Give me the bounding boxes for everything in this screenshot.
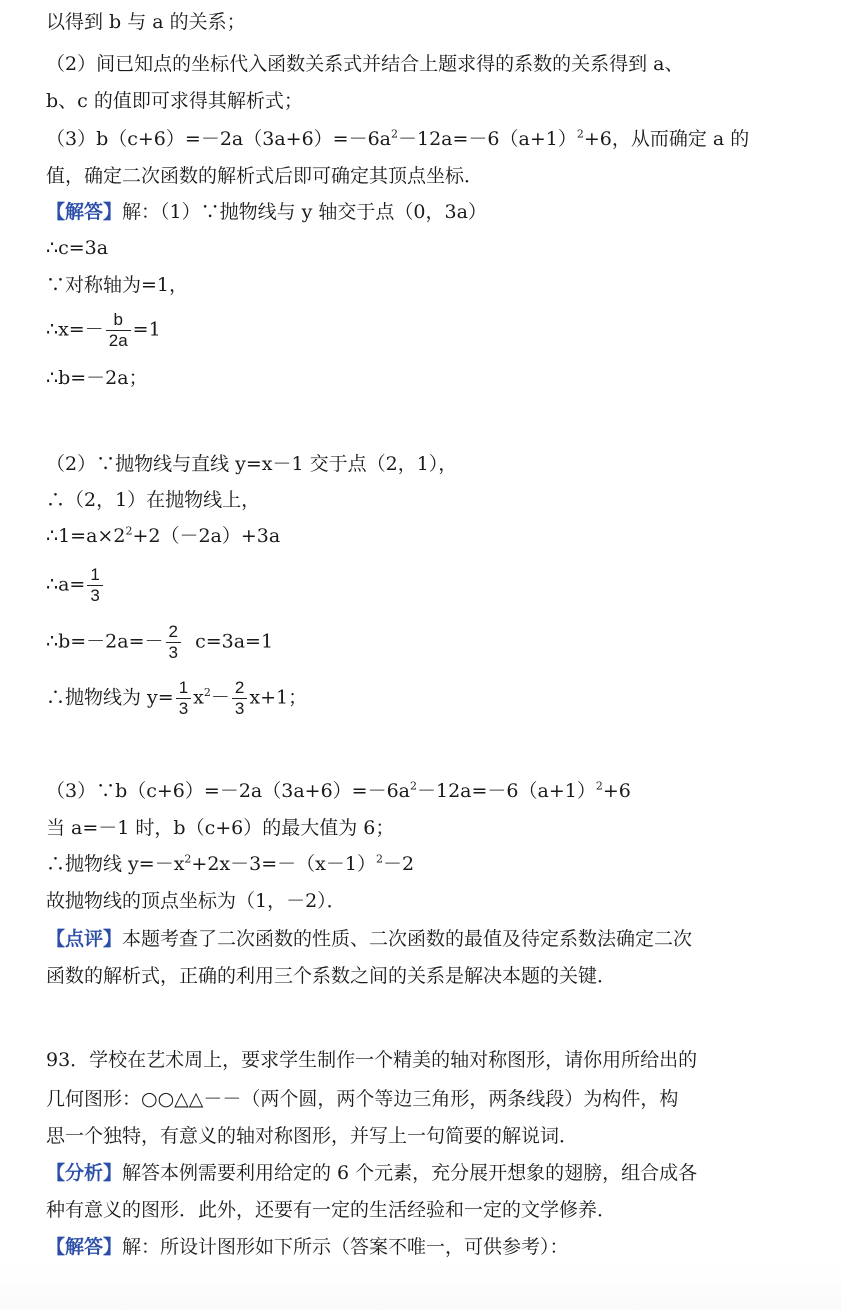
answer-line: 【解答】解：所设计图形如下所示（答案不唯一，可供参考）： — [46, 1236, 569, 1258]
text-line: （2）∵抛物线与直线 y=x－1 交于点（2，1）， — [46, 453, 458, 475]
fraction: $\frac{1}{3}$ — [87, 565, 102, 606]
comment-line: 【点评】本题考查了二次函数的性质、二次函数的最值及待定系数法确定二次 — [46, 928, 693, 950]
text-line: b、c 的值即可求得其解析式； — [46, 90, 303, 112]
page-bottom — [0, 1262, 841, 1310]
text-line: 以得到 b 与 a 的关系； — [46, 11, 246, 33]
text-line: 值，确定二次函数的解析式后即可确定其顶点坐标． — [46, 165, 484, 187]
text-line: （2）间已知点的坐标代入函数关系式并结合上题求得的系数的关系得到 a、 — [46, 53, 684, 75]
fraction: $\frac{2}{3}$ — [232, 678, 247, 719]
text-line: $(3)\because b(c+6)=-2a(3a+6)=-6a^2-12a=-6(a+1)^2+6$ — [46, 779, 631, 802]
analysis-tag: 【分析】 — [46, 1162, 123, 1184]
text-line: $(3)b(c+6)=-2a(3a+6)=-6a^2-12a=-6(a+1)^2+6$，从而确定 a 的 — [46, 127, 750, 150]
fraction-line: ∴抛物线为 y= $\frac{1}{3}$ $x^2-$ $\frac{2}{3}$ x+1； — [46, 678, 308, 718]
fraction: $\frac{2}{3}$ — [166, 622, 181, 663]
fraction: $\frac{1}{3}$ — [176, 678, 191, 719]
text-line: 故抛物线的顶点坐标为（1，－2）． — [46, 890, 346, 912]
analysis-line: 【分析】解答本例需要利用给定的 6 个元素，充分展开想象的翅膀，组合成各 — [46, 1162, 698, 1184]
fraction-line: ∴b=－2a=－ $\frac{2}{3}$ c=3a=1 — [46, 622, 274, 662]
text-line: 函数的解析式，正确的利用三个系数之间的关系是解决本题的关键． — [46, 965, 617, 987]
text-line: ∴c=3a — [46, 237, 109, 259]
answer-line: 【解答】解：（1）∵抛物线与 y 轴交于点（0，3a） — [46, 201, 487, 223]
answer-tag: 【解答】 — [46, 201, 123, 223]
text-line: 几何图形：○○△△－－（两个圆，两个等边三角形，两条线段）为构件，构 — [46, 1088, 679, 1110]
text-line: $\therefore 1=a\times 2^2+2(-2a)+3a$ — [46, 524, 281, 547]
text-line: 当 a=－1 时，b（c+6）的最大值为 6； — [46, 817, 395, 839]
answer-tag: 【解答】 — [46, 1236, 123, 1258]
fraction: $\frac{b}{2a}$ — [106, 310, 131, 351]
text-line: ∴b=－2a； — [46, 367, 148, 389]
text-line: ∴（2，1）在抛物线上， — [46, 489, 261, 511]
text-line: 思一个独特，有意义的轴对称图形，并写上一句简要的解说词． — [46, 1125, 579, 1147]
text-line: 种有意义的图形．此外，还要有一定的生活经验和一定的文学修养． — [46, 1199, 617, 1221]
fraction-line: ∴a= $\frac{1}{3}$ — [46, 565, 105, 606]
text-line: ∴抛物线 $y=-x^2+2x-3=-(x-1)^2-2$ — [46, 852, 415, 875]
text-line: ∵对称轴为=1， — [46, 274, 189, 296]
fraction-line: ∴x=－ $\frac{b}{2a}$ =1 — [46, 310, 161, 350]
question-line: 93．学校在艺术周上，要求学生制作一个精美的轴对称图形，请你用所给出的 — [46, 1049, 698, 1071]
comment-tag: 【点评】 — [46, 928, 123, 950]
